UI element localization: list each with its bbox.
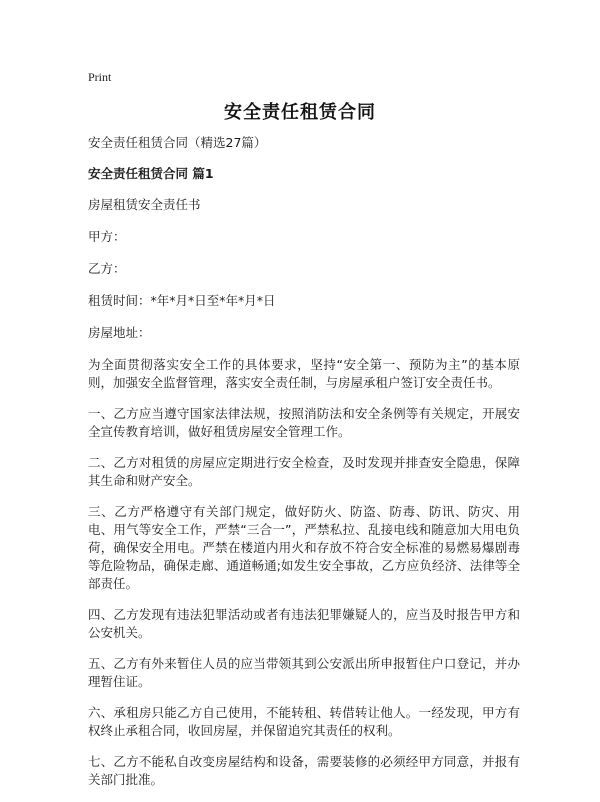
paragraph-clause-5: 五、乙方有外来暂住人员的应当带领其到公安派出所申报暂住户口登记，并办理暂住证。: [88, 656, 520, 689]
paragraph-clause-6: 六、承租房只能乙方自己使用，不能转租、转借转让他人。一经发现，甲方有权终止承租合同，收回房屋，并保留追究其责任的权利。: [88, 705, 520, 738]
paragraph-clause-1: 一、乙方应当遵守国家法律法规，按照消防法和安全条例等有关规定，开展安全宣传教育培训，做好租赁房屋安全管理工作。: [88, 406, 520, 439]
section-heading: 安全责任租赁合同 篇1: [88, 166, 214, 181]
paragraph-party-a: 甲方：: [88, 229, 126, 244]
paragraph-doc-name: 房屋租赁安全责任书: [88, 197, 201, 212]
paragraph-party-b: 乙方：: [88, 261, 126, 276]
paragraph-clause-2: 二、乙方对租赁的房屋应定期进行安全检查，及时发现并排查安全隐患，保障其生命和财产安全。: [88, 455, 520, 488]
paragraph-clause-7: 七、乙方不能私自改变房屋结构和设备，需要装修的必须经甲方同意，并报有关部门批准。: [88, 754, 520, 787]
paragraph-clause-3: 三、乙方严格遵守有关部门规定，做好防火、防盗、防毒、防讯、防灾、用电、用气等安全工作，严禁“三合一”，严禁私拉、乱接电线和随意加大用电负荷，确保安全用电。严禁在楼道内用火和存放不符合安全标准的易燃易爆剧毒等危险物品，确保走廊、通道畅通;如发生安全事故，乙方应负经济、法律等全部责任。: [88, 504, 520, 591]
paragraph-address: 房屋地址：: [88, 325, 151, 340]
document-subtitle: 安全责任租赁合同（精选27篇）: [88, 135, 267, 150]
document-body: [88, 134, 520, 802]
paragraph-preamble: 为全面贯彻落实安全工作的具体要求，坚持“安全第一、预防为主”的基本原则，加强安全监督管理，落实安全责任制，与房屋承租户签订安全责任书。: [88, 357, 520, 390]
print-link[interactable]: Print: [88, 70, 112, 84]
document-title: 安全责任租赁合同: [224, 102, 376, 123]
paragraph-lease-period: 租赁时间：*年*月*日至*年*月*日: [88, 293, 276, 308]
paragraph-clause-4: 四、乙方发现有违法犯罪活动或者有违法犯罪嫌疑人的，应当及时报告甲方和公安机关。: [88, 607, 520, 640]
